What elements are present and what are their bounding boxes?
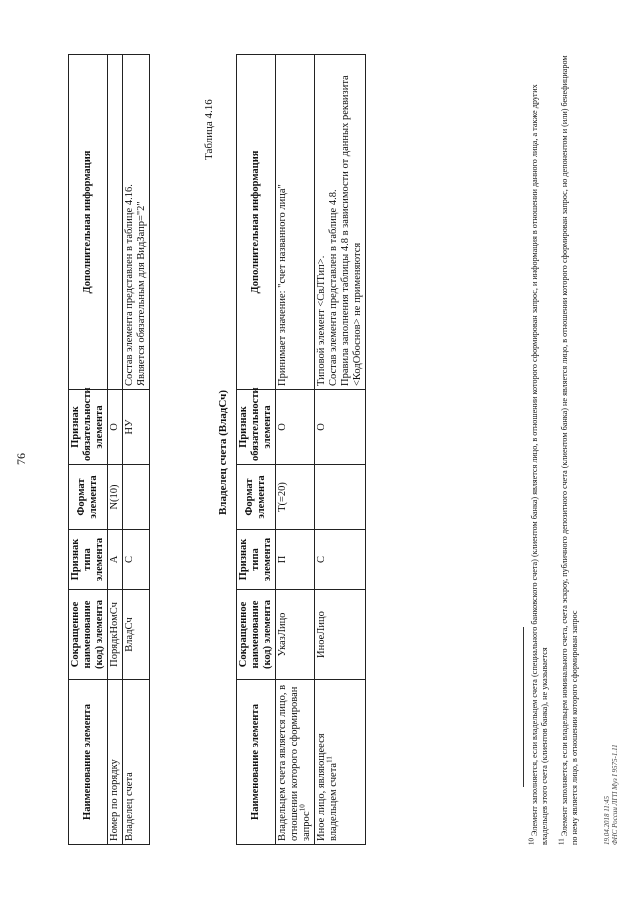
footnote-number: 10	[527, 838, 536, 845]
cell-name-text: Иное лицо, являющееся владельцем счета	[316, 733, 339, 841]
cell-format: T(=20)	[276, 465, 315, 530]
col-header: Наименование элемента	[237, 680, 276, 845]
page-number: 76	[14, 453, 28, 465]
cell-name: Владелец счета	[123, 680, 150, 845]
cell-required: О	[108, 390, 123, 465]
col-header: Формат элемента	[237, 465, 276, 530]
cell-name	[315, 680, 366, 845]
footnote-ref: 10	[298, 804, 307, 812]
cell-name	[276, 680, 315, 845]
footnote-number: 11	[557, 838, 566, 845]
stamp-line: 19.04.2018 11:45	[603, 795, 611, 845]
cell-info: Принимает значение: "счет названного лица"	[276, 55, 315, 390]
table-row	[108, 55, 123, 845]
cell-info	[108, 55, 123, 390]
cell-format	[123, 465, 150, 530]
cell-required: О	[315, 390, 366, 465]
table-header-row	[237, 55, 276, 845]
col-header: Признак обязательности элемента	[69, 390, 108, 465]
col-header: Дополнительная информация	[69, 55, 108, 390]
col-header: Сокращенное наименование (код) элемента	[69, 590, 108, 680]
cell-required: НУ	[123, 390, 150, 465]
table-row	[123, 55, 150, 845]
footnote-ref: 11	[325, 756, 334, 763]
footnote-text: Элемент заполняется, если владельцем счета (специального банковского счета) (клиентом банка) является лицо, в отношении которого сформирован запрос, и информация в отношении данного лица, а также других владельцев этого счета (клиентов банка), не указывается	[530, 84, 549, 845]
cell-format	[315, 465, 366, 530]
footnote-separator	[523, 627, 524, 787]
col-header: Наименование элемента	[69, 680, 108, 845]
cell-code: ИноеЛицо	[315, 590, 366, 680]
footnote	[557, 45, 580, 845]
cell-type: А	[108, 530, 123, 590]
cell-name: Номер по порядку	[108, 680, 123, 845]
col-header: Признак обязательности элемента	[237, 390, 276, 465]
elements-table	[68, 54, 150, 845]
cell-code: ПорядкНомСч	[108, 590, 123, 680]
col-header: Признак типа элемента	[69, 530, 108, 590]
col-header: Признак типа элемента	[237, 530, 276, 590]
table-title: Владелец счета (ВладСч)	[217, 389, 229, 516]
document-stamp	[603, 744, 619, 845]
cell-code: УказЛицо	[276, 590, 315, 680]
cell-code: ВладСч	[123, 590, 150, 680]
cell-info: Состав элемента представлен в таблице 4.16. Является обязательным для ВидЗапр="2"	[123, 55, 150, 390]
col-header: Формат элемента	[69, 465, 108, 530]
cell-info: Типовой элемент <СвЛТип>. Состав элемента представлен в таблице 4.8. Правила заполнения таблицы 4.8 в зависимости от данных реквизита <КодОбоснов> не применяются	[315, 55, 366, 390]
table-header-row	[69, 55, 108, 845]
footnote-text: Элемент заполняется, если владельцем номинального счета, счета эскроу, публичного депозитного счета (клиентом банка) не является лицо, в отношении которого сформирован запрос, но депонентом и (или) бенефициаром по нему является лицо, в отношении которого сформирован запрос	[560, 55, 579, 845]
cell-required: О	[276, 390, 315, 465]
cell-format: N(10)	[108, 465, 123, 530]
table-label: Таблица 4.16	[203, 99, 215, 160]
stamp-line: ФНС России ЛГП Муз I 9575-1.11	[611, 744, 619, 845]
table-row	[276, 55, 315, 845]
cell-name-text: Владельцем счета является лицо, в отношении которого сформирован запрос	[277, 684, 312, 841]
footnote	[527, 45, 550, 845]
col-header: Дополнительная информация	[237, 55, 276, 390]
table-row	[315, 55, 366, 845]
cell-type: С	[315, 530, 366, 590]
col-header: Сокращенное наименование (код) элемента	[237, 590, 276, 680]
cell-type: С	[123, 530, 150, 590]
cell-type: П	[276, 530, 315, 590]
account-owner-table	[236, 54, 366, 845]
